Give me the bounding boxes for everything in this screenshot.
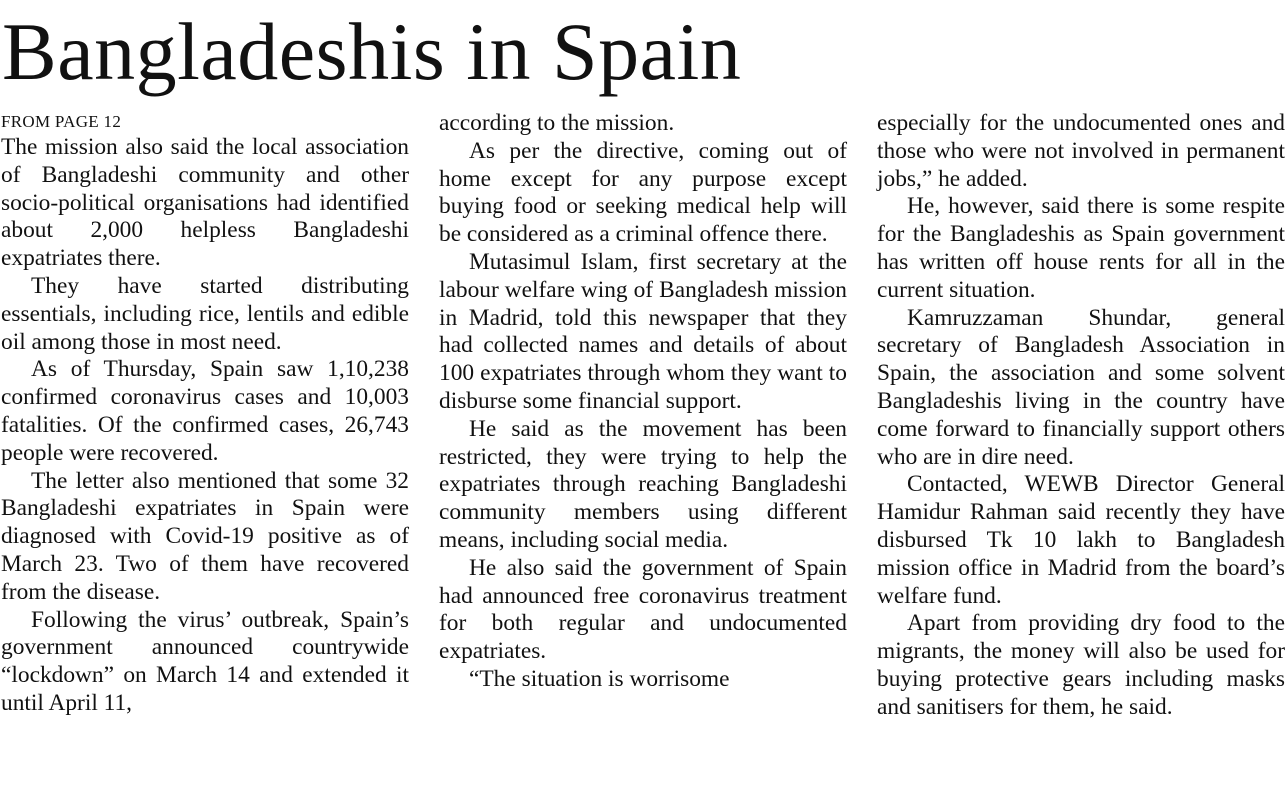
- article-column-1: [1, 110, 409, 718]
- article-paragraph: Mutasimul Islam, first secretary at the labour welfare wing of Bangladesh mission in Madrid, told this newspaper that they had collected names and details of about 100 expatriates through whom they want to disburse some financial support.: [439, 248, 847, 414]
- article-paragraph: As of Thursday, Spain saw 1,10,238 confirmed coronavirus cases and 10,003 fatalities. Of the confirmed cases, 26,743 people were recovered.: [1, 356, 409, 466]
- article-paragraph: Following the virus’ outbreak, Spain’s government announced countrywide “lockdown” on March 14 and extended it until April 11,: [1, 606, 409, 716]
- article-paragraph: Contacted, WEWB Director General Hamidur Rahman said recently they have disbursed Tk 10 lakh to Bangladesh mission office in Madrid from the board’s welfare fund.: [877, 471, 1285, 609]
- article-headline: Bangladeshis in Spain: [2, 6, 742, 97]
- article-column-2: [439, 110, 847, 694]
- article-paragraph: They have started distributing essentials, including rice, lentils and edible oil among those in most need.: [1, 272, 409, 355]
- article-paragraph: He also said the government of Spain had announced free coronavirus treatment for both regular and undocumented expatriates.: [439, 554, 847, 665]
- article-paragraph: Apart from providing dry food to the migrants, the money will also be used for buying protective gears including masks and sanitisers for them, he said.: [877, 610, 1285, 720]
- article-paragraph: Kamruzzaman Shundar, general secretary of Bangladesh Association in Spain, the association and some solvent Bangladeshis living in the country have come forward to financially support others who are in dire need.: [877, 304, 1285, 470]
- article-paragraph: He said as the movement has been restricted, they were trying to help the expatriates through reaching Bangladeshi community members using different means, including social media.: [439, 415, 847, 553]
- article-paragraph: especially for the undocumented ones and those who were not involved in permanent jobs,” he added.: [877, 110, 1285, 192]
- article-paragraph: As per the directive, coming out of home except for any purpose except buying food or seeking medical help will be considered as a criminal offence there.: [439, 137, 847, 248]
- article-paragraph: He, however, said there is some respite for the Bangladeshis as Spain government has written off house rents for all in the current situation.: [877, 193, 1285, 303]
- article-paragraph: “The situation is worrisome: [469, 665, 730, 692]
- article-paragraph: according to the mission.: [439, 110, 675, 136]
- article-paragraph: The letter also mentioned that some 32 Bangladeshi expatriates in Spain were diagnosed with Covid-19 positive as of March 23. Two of them have recovered from the disease.: [1, 467, 409, 605]
- article-paragraph: The mission also said the local association of Bangladeshi community and other socio-political organisations had identified about 2,000 helpless Bangladeshi expatriates there.: [1, 134, 409, 272]
- article-column-3: [877, 110, 1285, 722]
- continuation-kicker: FROM PAGE 12: [1, 112, 122, 131]
